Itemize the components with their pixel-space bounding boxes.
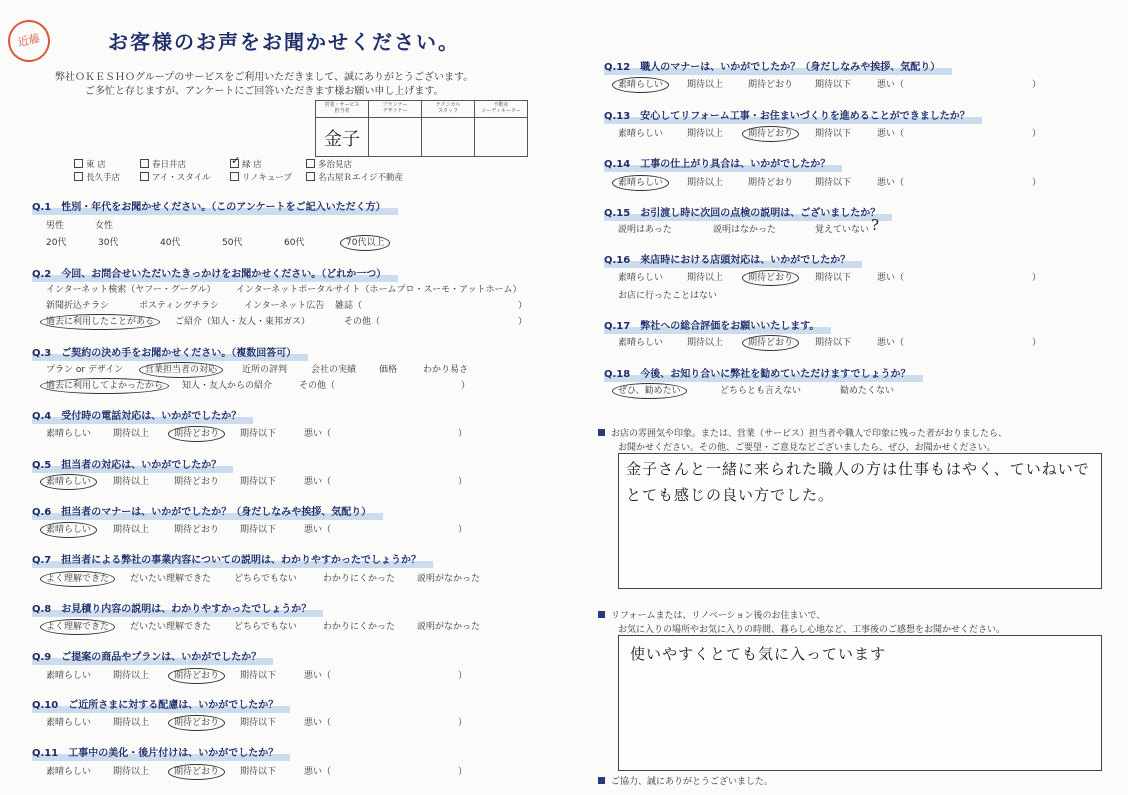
answer-label: 期待以上: [687, 80, 724, 90]
square-bullet-icon: [598, 429, 605, 436]
closing-paren: ）: [458, 718, 468, 728]
answer-label: 説明はあった: [618, 225, 672, 235]
question-text: Q.8 お見積り内容の説明は、わかりやすかったでしょうか？: [32, 604, 312, 615]
answer-label: わかりにくかった: [323, 622, 396, 632]
answer-option[interactable]: [145, 362, 223, 375]
answer-label: その他（: [344, 317, 381, 327]
answer-option[interactable]: [174, 715, 225, 728]
answer-label: 期待以上: [113, 718, 150, 728]
answer-option[interactable]: [175, 314, 310, 327]
answer-option[interactable]: [304, 426, 331, 439]
intro-line-2: ご多忙と存じますが、アンケートにご回答いただきます様お願い申し上げます。: [85, 86, 444, 97]
answer-label: 素晴らしい: [46, 718, 92, 728]
comment2-prompt-2: お気に入りの場所やお気に入りの時間、暮らし心地など、工事後のご感想をお聞かせください。: [618, 625, 1006, 635]
answer-label: どちらでもない: [234, 622, 297, 632]
store-label: アイ・スタイル: [152, 173, 211, 183]
answer-label: 悪い（: [304, 718, 332, 728]
answer-option[interactable]: [234, 619, 297, 632]
answer-label: 60代: [284, 238, 305, 248]
answer-option[interactable]: [379, 362, 397, 375]
answer-label: プラン or デザイン: [46, 365, 124, 375]
staff-cell-technical[interactable]: [422, 118, 475, 157]
answer-option[interactable]: [840, 383, 894, 396]
answer-label: その他（: [299, 381, 336, 391]
closing-paren: ）: [518, 301, 528, 311]
question-text: Q.9 ご提案の商品やプランは、いかがでしたか？: [32, 652, 262, 663]
closing-paren: ）: [1032, 273, 1042, 283]
answer-option[interactable]: [139, 298, 219, 311]
answer-option[interactable]: [98, 235, 118, 248]
answer-option[interactable]: [113, 426, 149, 439]
question-heading: [32, 551, 421, 566]
question-heading: [32, 198, 386, 213]
question-text: Q.13 安心してリフォーム工事・お住まいづくりを進めることができましたか？: [604, 111, 970, 122]
answer-option[interactable]: [815, 126, 851, 139]
selected-answer: 期待どおり: [168, 668, 225, 684]
question-heading: [32, 407, 241, 422]
staff-cell-sales[interactable]: [316, 118, 369, 157]
checkbox-icon[interactable]: [230, 159, 239, 168]
answer-option[interactable]: [815, 335, 851, 348]
question-text: Q.16 来店時における店頭対応は、いかがでしたか？: [604, 255, 851, 266]
checkbox-icon[interactable]: [74, 172, 83, 181]
question-heading: [604, 317, 819, 332]
store-label: 春日井店: [152, 160, 187, 170]
answer-label: 期待以下: [815, 273, 852, 283]
answer-label: 説明がなかった: [417, 574, 481, 584]
answer-option[interactable]: [95, 218, 113, 231]
staff-cell-realestate[interactable]: [475, 118, 528, 157]
store-option[interactable]: [74, 171, 120, 183]
comment2-handwriting-1: 使いやすくとても気に入っています: [630, 645, 887, 663]
closing-paren: ）: [458, 671, 468, 681]
question-text: Q.7 担当者による弊社の事業内容についての説明は、わかりやすかったでしょうか？: [32, 555, 422, 566]
answer-option[interactable]: [815, 270, 851, 283]
answer-label: 30代: [98, 238, 119, 248]
answer-option[interactable]: [236, 282, 521, 295]
answer-option[interactable]: [240, 426, 276, 439]
comment1-prompt-text-1: お店の雰囲気や印象。または、営業（サービス）担当者や職人で印象に残った者がおりましたら、: [611, 429, 1008, 439]
answer-label: わかりにくかった: [323, 574, 396, 584]
answer-option[interactable]: [46, 362, 123, 375]
store-label: 長久手店: [86, 173, 121, 183]
answer-option[interactable]: [304, 764, 331, 777]
answer-label: 悪い（: [877, 80, 905, 90]
answer-label: 期待以下: [240, 767, 277, 777]
square-bullet-icon: [598, 777, 605, 784]
answer-option[interactable]: [46, 218, 64, 231]
store-option[interactable]: [74, 158, 106, 170]
answer-option[interactable]: [46, 668, 91, 681]
answer-label: 素晴らしい: [46, 671, 92, 681]
store-label: リノキューブ: [242, 173, 292, 183]
answer-option[interactable]: [423, 362, 468, 375]
answer-option[interactable]: [618, 77, 669, 90]
question-heading: [32, 344, 296, 359]
answer-option[interactable]: [174, 522, 219, 535]
answer-option[interactable]: [46, 298, 109, 311]
question-text: Q.17 弊社への総合評価をお願いいたします。: [604, 321, 820, 332]
answer-label: 悪い（: [304, 477, 332, 487]
selected-answer: 素晴らしい: [612, 77, 669, 93]
answer-label: 期待以上: [113, 767, 150, 777]
answer-option[interactable]: [130, 619, 211, 632]
answer-label: 素晴らしい: [618, 129, 664, 139]
answer-option[interactable]: [299, 378, 335, 391]
answer-option[interactable]: [304, 715, 331, 728]
answer-option[interactable]: [713, 222, 776, 235]
answer-label: 期待以上: [113, 477, 150, 487]
answer-option[interactable]: [877, 270, 904, 283]
staff-cell-planner[interactable]: [369, 118, 422, 157]
closing-paren: ）: [461, 381, 471, 391]
question-heading: [32, 696, 278, 711]
answer-label: ポスティングチラシ: [139, 301, 219, 311]
answer-option[interactable]: [46, 715, 91, 728]
question-text: Q.2 今回、お問合せいただいたきっかけをお聞かせください。（どれか一つ）: [32, 269, 387, 280]
closing-paren: ）: [1032, 178, 1042, 188]
selected-answer: 過去に利用したことがある: [40, 314, 160, 330]
store-label: 名古屋Ｒエイジ不動産: [318, 173, 404, 183]
question-heading: [604, 107, 970, 122]
answer-option[interactable]: [130, 571, 211, 584]
staff-header: 営業・サービス 担当者: [316, 101, 369, 118]
answer-option[interactable]: [877, 77, 904, 90]
question-heading: [32, 648, 261, 663]
answer-label: どちらとも言えない: [720, 386, 802, 396]
answer-option[interactable]: [240, 474, 276, 487]
answer-option[interactable]: [160, 235, 180, 248]
comment2-prompt-text-1: リフォームまたは、リノベーション後のお住まいで、: [611, 611, 826, 621]
answer-label: インターネット広告: [244, 301, 325, 311]
answer-option[interactable]: [687, 335, 723, 348]
footer-text: ご協力、誠にありがとうございました。: [611, 777, 774, 787]
answer-option[interactable]: [304, 668, 331, 681]
answer-option[interactable]: [687, 270, 723, 283]
answer-label: 会社の実績: [311, 365, 357, 375]
comment1-handwriting-1: 金子さんと一緒に来られた職人の方は仕事もはやく、ていねいで: [626, 460, 1090, 478]
answer-option[interactable]: [174, 474, 219, 487]
answer-label: インターネット検索（ヤフー・グーグル）: [46, 285, 216, 295]
answer-label: 悪い（: [304, 767, 332, 777]
answer-label: 悪い（: [877, 338, 905, 348]
answer-option[interactable]: [748, 335, 799, 348]
answer-option[interactable]: [234, 571, 297, 584]
question-text: Q.11 工事中の美化・後片付けは、いかがでしたか？: [32, 748, 279, 759]
closing-paren: ）: [458, 477, 468, 487]
comment1-prompt-1: [598, 426, 1007, 439]
answer-option[interactable]: [240, 668, 276, 681]
answer-option[interactable]: [222, 235, 242, 248]
answer-label: 素晴らしい: [618, 338, 664, 348]
answer-label: 期待以上: [687, 178, 724, 188]
answer-option[interactable]: [182, 378, 272, 391]
intro-line-1: 弊社ＯＫＥＳＨＯグループのサービスをご利用いただきまして、誠にありがとうございます。: [55, 72, 474, 83]
store-label: 緑 店: [242, 160, 262, 170]
answer-option[interactable]: [417, 571, 480, 584]
selected-answer: 期待どおり: [168, 764, 225, 780]
answer-label: 素晴らしい: [46, 429, 92, 439]
store-option[interactable]: [140, 158, 186, 170]
question-heading: [32, 503, 371, 518]
selected-answer: 過去に利用してよかったから: [40, 378, 169, 394]
answer-option[interactable]: [618, 335, 663, 348]
answer-label: 期待以下: [815, 178, 852, 188]
answer-option[interactable]: [113, 522, 149, 535]
selected-answer: 70代以上: [340, 235, 390, 251]
question-text: Q.4 受付時の電話対応は、いかがでしたか？: [32, 411, 242, 422]
answer-label: 悪い（: [877, 129, 905, 139]
answer-label: 近所の評判: [242, 365, 288, 375]
answer-option[interactable]: [344, 314, 380, 327]
square-bullet-icon: [598, 611, 605, 618]
answer-label: 期待以上: [113, 429, 150, 439]
question-heading: [32, 456, 221, 471]
question-text: Q.3 ご契約の決め手をお聞かせください。（複数回答可）: [32, 348, 297, 359]
closing-paren: ）: [518, 317, 528, 327]
answer-option[interactable]: [720, 383, 801, 396]
answer-option[interactable]: [240, 764, 276, 777]
answer-label: 期待以下: [240, 671, 277, 681]
selected-answer: 期待どおり: [742, 126, 799, 142]
answer-label: 勧めたくない: [840, 386, 895, 396]
answer-label: 悪い（: [304, 671, 332, 681]
store-option[interactable]: [306, 171, 403, 183]
comment2-prompt-1: [598, 608, 825, 621]
answer-option[interactable]: [240, 715, 276, 728]
answer-option[interactable]: [174, 668, 225, 681]
answer-label: 期待以下: [815, 80, 852, 90]
answer-label: 20代: [46, 238, 67, 248]
selected-answer: 期待どおり: [168, 715, 225, 731]
seal-stamp: 近藤: [4, 16, 54, 66]
answer-label: 50代: [222, 238, 243, 248]
answer-label: 覚えていない: [815, 225, 870, 235]
answer-label: だいたい理解できた: [130, 574, 212, 584]
closing-paren: ）: [1032, 80, 1042, 90]
answer-label: 期待以下: [240, 477, 277, 487]
answer-label: 期待どおり: [174, 477, 220, 487]
answer-option[interactable]: [748, 270, 799, 283]
staff-header: プランナー デザイナー: [369, 101, 422, 118]
answer-option[interactable]: [46, 378, 169, 391]
answer-label: わかり易さ: [423, 365, 469, 375]
question-heading: [32, 265, 386, 280]
question-heading: [604, 155, 830, 170]
answer-option[interactable]: [46, 235, 66, 248]
closing-paren: ）: [458, 525, 468, 535]
answer-option[interactable]: [748, 175, 793, 188]
closing-paren: ）: [458, 429, 468, 439]
answer-option[interactable]: [877, 335, 904, 348]
answer-option[interactable]: [815, 175, 851, 188]
answer-label: 期待以下: [240, 429, 277, 439]
answer-option[interactable]: [323, 571, 395, 584]
store-option[interactable]: [230, 158, 262, 170]
answer-option[interactable]: [346, 235, 390, 248]
answer-option[interactable]: [304, 522, 331, 535]
staff-signature: 金子: [324, 129, 360, 150]
selected-answer: 期待どおり: [742, 335, 799, 351]
answer-option[interactable]: [323, 619, 395, 632]
page-title: お客様のお声をお聞かせください。: [108, 30, 460, 54]
answer-option[interactable]: [46, 426, 91, 439]
closing-paren: ）: [1032, 338, 1042, 348]
answer-label: 期待以下: [815, 129, 852, 139]
answer-option[interactable]: [815, 77, 851, 90]
answer-option[interactable]: [174, 426, 225, 439]
answer-option[interactable]: [240, 522, 276, 535]
question-text: Q.12 職人のマナーは、いかがでしたか？（身だしなみや挨拶、気配り）: [604, 62, 941, 73]
answer-label: 悪い（: [304, 525, 332, 535]
answer-option[interactable]: [242, 362, 287, 375]
answer-option[interactable]: [284, 235, 304, 248]
question-text: Q.18 今後、お知り合いに弊社を勧めていただけますでしょうか？: [604, 369, 911, 380]
answer-option[interactable]: [46, 314, 160, 327]
selected-answer: 期待どおり: [168, 426, 225, 442]
checkbox-icon[interactable]: [140, 172, 149, 181]
question-heading: [604, 58, 940, 73]
answer-option[interactable]: [618, 270, 663, 283]
answer-label: 知人・友人からの紹介: [182, 381, 273, 391]
q15-question-mark: ?: [871, 216, 880, 234]
selected-answer: 期待どおり: [742, 270, 799, 286]
answer-label: 期待以上: [687, 338, 724, 348]
answer-label: 期待以上: [113, 525, 150, 535]
staff-table: [315, 100, 528, 157]
comment1-prompt-2: お聞かせください。その他、ご要望・ご意見などございましたら、ぜひ、お聞かせください。: [618, 443, 996, 453]
selected-answer: 素晴らしい: [40, 474, 97, 490]
selected-answer: よく理解できた: [40, 571, 115, 587]
answer-option[interactable]: [46, 619, 115, 632]
selected-answer: よく理解できた: [40, 619, 115, 635]
answer-option[interactable]: [877, 126, 904, 139]
question-text: Q.5 担当者の対応は、いかがでしたか？: [32, 460, 222, 471]
answer-option[interactable]: [618, 222, 672, 235]
answer-option[interactable]: [113, 474, 149, 487]
checkbox-icon[interactable]: [230, 172, 239, 181]
answer-option[interactable]: [113, 715, 149, 728]
answer-option[interactable]: [46, 522, 97, 535]
staff-header: テクニカル スタッフ: [422, 101, 475, 118]
answer-option[interactable]: [877, 175, 904, 188]
footer: [598, 774, 773, 787]
answer-option[interactable]: [113, 764, 149, 777]
store-option[interactable]: [140, 171, 211, 183]
answer-label: 価格: [379, 365, 398, 375]
question-text: Q.1 性別・年代をお聞かせください。（このアンケートをご記入いただく方）: [32, 202, 386, 213]
answer-label: 期待以上: [113, 671, 150, 681]
answer-label: 素晴らしい: [46, 767, 92, 777]
answer-option[interactable]: [618, 288, 717, 301]
store-label: 多治見店: [318, 160, 353, 170]
answer-label: 期待以上: [687, 129, 724, 139]
answer-label: 悪い（: [877, 273, 905, 283]
answer-label: 男性: [46, 221, 65, 231]
answer-label: 期待以下: [815, 338, 852, 348]
answer-label: 期待以下: [240, 525, 277, 535]
answer-option[interactable]: [46, 571, 115, 584]
answer-label: 悪い（: [304, 429, 332, 439]
checkbox-icon[interactable]: [140, 159, 149, 168]
answer-label: 期待どおり: [174, 525, 220, 535]
selected-answer: ぜひ、勧めたい: [612, 383, 687, 399]
answer-option[interactable]: [335, 298, 362, 311]
answer-label: 期待以下: [240, 718, 277, 728]
answer-label: 雑誌（: [335, 301, 363, 311]
store-option[interactable]: [230, 171, 292, 183]
comment1-handwriting-2: とても感じの良い方でした。: [626, 486, 835, 504]
answer-label: 期待どおり: [748, 178, 794, 188]
answer-option[interactable]: [46, 474, 97, 487]
question-heading: [604, 365, 911, 380]
question-heading: [604, 204, 880, 219]
answer-option[interactable]: [748, 77, 793, 90]
closing-paren: ）: [458, 767, 468, 777]
question-heading: [32, 600, 311, 615]
answer-option[interactable]: [618, 175, 669, 188]
answer-label: 悪い（: [877, 178, 905, 188]
answer-option[interactable]: [46, 282, 216, 295]
answer-label: 説明がなかった: [417, 622, 481, 632]
closing-paren: ）: [1032, 129, 1042, 139]
answer-label: 新聞折込チラシ: [46, 301, 110, 311]
answer-option[interactable]: [815, 222, 869, 235]
answer-label: 40代: [160, 238, 181, 248]
question-text: Q.15 お引渡し時に次回の点検の説明は、ございましたか？: [604, 208, 881, 219]
question-text: Q.6 担当者のマナーは、いかがでしたか？（身だしなみや挨拶、気配り）: [32, 507, 372, 518]
question-text: Q.14 工事の仕上がり具合は、いかがでしたか？: [604, 159, 831, 170]
checkbox-icon[interactable]: [306, 159, 315, 168]
answer-label: 期待どおり: [748, 80, 794, 90]
store-label: 東 店: [86, 160, 106, 170]
selected-answer: 素晴らしい: [612, 175, 669, 191]
answer-option[interactable]: [687, 126, 723, 139]
selected-answer: 素晴らしい: [40, 522, 97, 538]
answer-option[interactable]: [618, 126, 663, 139]
answer-label: 素晴らしい: [618, 273, 664, 283]
answer-option[interactable]: [113, 668, 149, 681]
checkbox-icon[interactable]: [306, 172, 315, 181]
question-heading: [32, 744, 278, 759]
answer-label: どちらでもない: [234, 574, 297, 584]
answer-label: インターネットポータルサイト（ホームプロ・スーモ・アットホーム）: [236, 285, 522, 295]
answer-label: ご紹介（知人・友人・東邦ガス）: [175, 317, 311, 327]
answer-label: 期待以上: [687, 273, 724, 283]
checkbox-icon[interactable]: [74, 159, 83, 168]
answer-label: だいたい理解できた: [130, 622, 212, 632]
answer-label: 女性: [95, 221, 114, 231]
answer-option[interactable]: [174, 764, 225, 777]
answer-option[interactable]: [687, 175, 723, 188]
answer-option[interactable]: [417, 619, 480, 632]
staff-header: 不動産 コーディネーター: [475, 101, 528, 118]
answer-option[interactable]: [748, 126, 799, 139]
question-heading: [604, 251, 850, 266]
answer-option[interactable]: [304, 474, 331, 487]
answer-option[interactable]: [244, 298, 324, 311]
answer-option[interactable]: [311, 362, 356, 375]
answer-option[interactable]: [687, 77, 723, 90]
question-text: Q.10 ご近所さまに対する配慮は、いかがでしたか？: [32, 700, 279, 711]
answer-label: お店に行ったことはない: [618, 291, 718, 301]
store-option[interactable]: [306, 158, 352, 170]
selected-answer: 営業担当者の対応: [139, 362, 223, 378]
answer-option[interactable]: [46, 764, 91, 777]
answer-label: 説明はなかった: [713, 225, 777, 235]
answer-option[interactable]: [618, 383, 687, 396]
